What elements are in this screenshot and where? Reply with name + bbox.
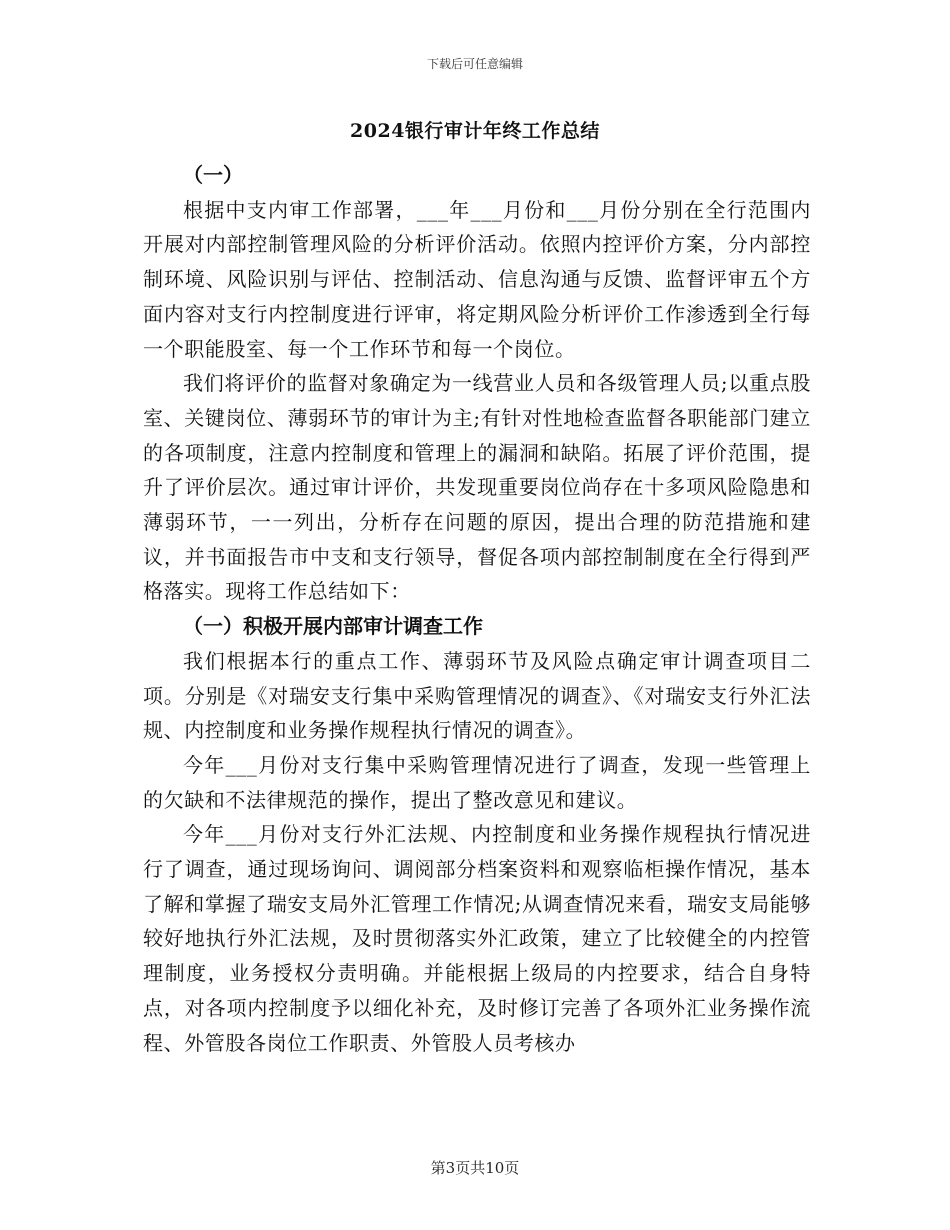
document-title: 2024银行审计年终工作总结 [350,120,600,142]
paragraph-3: 我们根据本行的重点工作、薄弱环节及风险点确定审计调查项目二项。分别是《对瑞安支行集中采购管理情况的调查》、《对瑞安支行外汇法规、内控制度和业务操作规程执行情况的调查》。 [143,648,811,743]
page-number-footer: 第3页共10页 [430,1159,520,1177]
paragraph-1: 根据中支内审工作部署，___年___月份和___月份分别在全行范围内开展对内部控制管理风险的分析评价活动。依照内控评价方案，分内部控制环境、风险识别与评估、控制活动、信息沟通与反馈、监督评审五个方面内容对支行内控制度进行评审，将定期风险分析评价工作渗透到全行每一个职能股室、每一个工作环节和每一个岗位。 [143,197,811,361]
section-marker: （一） [183,163,243,187]
paragraph-2: 我们将评价的监督对象确定为一线营业人员和各级管理人员;以重点股室、关键岗位、薄弱环节的审计为主;有针对性地检查监督各职能部门建立的各项制度，注意内控制度和管理上的漏洞和缺陷。拓展了评价范围，提升了评价层次。通过审计评价，共发现重要岗位尚存在十多项风险隐患和薄弱环节，一一列出，分析存在问题的原因，提出合理的防范措施和建议，并书面报告市中支和支行领导，督促各项内部控制制度在全行得到严格落实。现将工作总结如下： [143,371,811,604]
paragraph-5: 今年___月份对支行外汇法规、内控制度和业务操作规程执行情况进行了调查，通过现场询问、调阅部分档案资料和观察临柜操作情况，基本了解和掌握了瑞安支局外汇管理工作情况;从调查情况来看，瑞安支局能够较好地执行外汇法规，及时贯彻落实外汇政策，建立了比较健全的内控管理制度，业务授权分责明确。并能根据上级局的内控要求，结合自身特点，对各项内控制度予以细化补充，及时修订完善了各项外汇业务操作流程、外管股各岗位工作职责、外管股人员考核办 [143,822,811,1055]
document-body [143,158,811,1060]
subheading-audit-survey: （一）积极开展内部审计调查工作 [183,614,483,639]
paragraph-4: 今年___月份对支行集中采购管理情况进行了调查，发现一些管理上的欠缺和不法律规范的操作，提出了整改意见和建议。 [143,752,811,812]
header-note: 下载后可任意编辑 [426,57,523,71]
